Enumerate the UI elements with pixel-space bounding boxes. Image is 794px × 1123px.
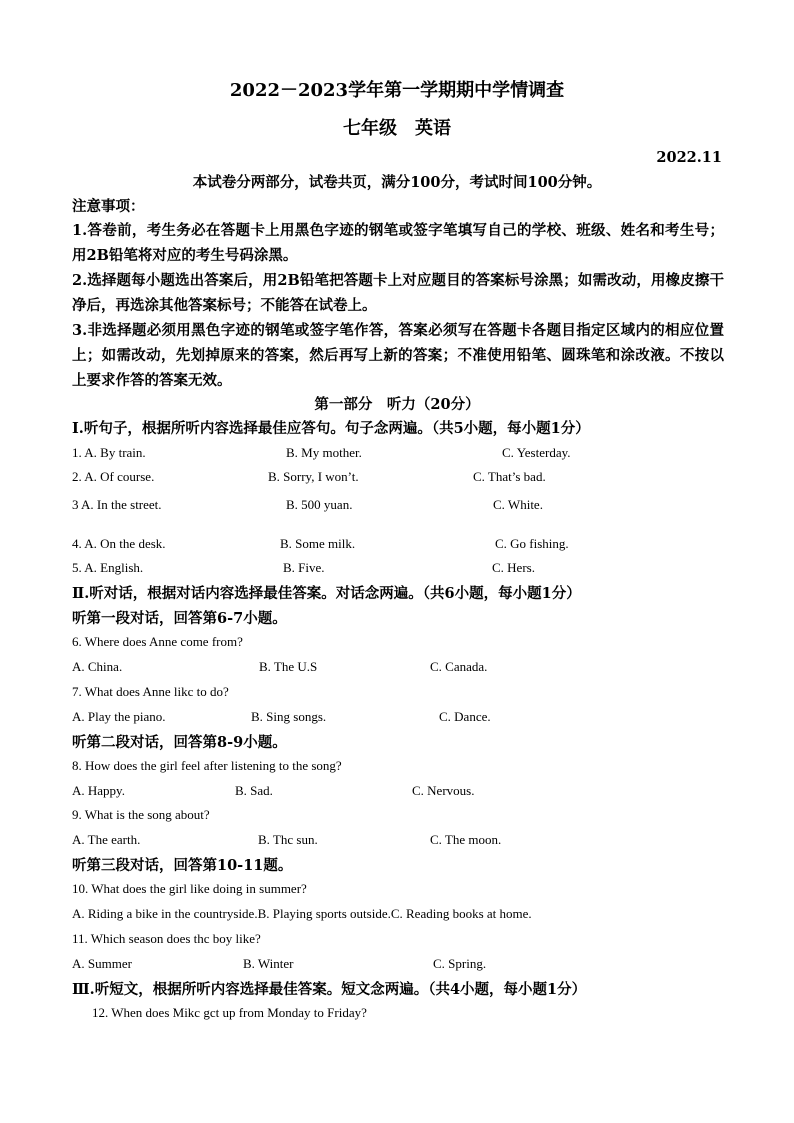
q5-option-b: B. Five. bbox=[283, 560, 325, 575]
exam-date: 2022.11 bbox=[656, 149, 722, 166]
q9-option-b: B. Thc sun. bbox=[258, 832, 318, 847]
notice-item-1: 1.答卷前，考生务必在答题卡上用黑色字迹的钢笔或签字笔填写自己的学校、班级、姓名和考生号；用2B铅笔将对应的考生号码涂黑。 bbox=[72, 222, 724, 264]
q7-option-a: A. Play the piano. bbox=[72, 709, 166, 724]
q10-text: 10. What does the girl like doing in summer? bbox=[72, 881, 307, 896]
q1-option-c: C. Yesterday. bbox=[502, 445, 571, 460]
q11-option-c: C. Spring. bbox=[433, 956, 487, 971]
notice-heading: 注意事项： bbox=[72, 198, 145, 215]
q8-option-a: A. Happy. bbox=[72, 783, 125, 798]
part1-heading: 第一部分 听力（20分） bbox=[314, 396, 480, 413]
q1-option-b: B. My mother. bbox=[286, 445, 362, 460]
q4-option-c: C. Go fishing. bbox=[495, 536, 569, 551]
q7-option-b: B. Sing songs. bbox=[251, 709, 327, 724]
q8-option-b: B. Sad. bbox=[235, 783, 273, 798]
q2-option-c: C. That’s bad. bbox=[473, 469, 546, 484]
exam-subtitle: 七年级 英语 bbox=[343, 118, 451, 139]
dialog3-heading: 听第三段对话，回答第10-11题。 bbox=[72, 857, 293, 874]
q9-option-c: C. The moon. bbox=[430, 832, 502, 847]
q11-text: 11. Which season does thc boy like? bbox=[72, 931, 261, 946]
q6-option-a: A. China. bbox=[72, 659, 123, 674]
q3-option-b: B. 500 yuan. bbox=[286, 497, 353, 512]
q4-option-b: B. Some milk. bbox=[280, 536, 356, 551]
q6-option-b: B. The U.S bbox=[259, 659, 318, 674]
section2-heading: Ⅱ.听对话，根据对话内容选择最佳答案。对话念两遍。（共6小题，每小题1分） bbox=[72, 585, 581, 602]
q6-text: 6. Where does Anne come from? bbox=[72, 634, 243, 649]
section3-heading: Ⅲ.听短文，根据所听内容选择最佳答案。短文念两遍。（共4小题，每小题1分） bbox=[72, 981, 587, 998]
q8-text: 8. How does the girl feel after listening to the song? bbox=[72, 758, 342, 773]
q10-options: A. Riding a bike in the countryside.B. Playing sports outside.C. Reading books at home. bbox=[72, 906, 532, 921]
q7-option-c: C. Dance. bbox=[439, 709, 491, 724]
q11-option-b: B. Winter bbox=[243, 956, 294, 971]
notice-item-2: 2.选择题每小题选出答案后，用2B铅笔把答题卡上对应题目的答案标号涂黑；如需改动，用橡皮擦干净后，再选涂其他答案标号；不能答在试卷上。 bbox=[72, 272, 724, 314]
notice-item-3: 3.非选择题必须用黑色字迹的钢笔或签字笔作答，答案必须写在答题卡各题目指定区域内的相应位置上；如需改动，先划掉原来的答案，然后再写上新的答案；不准使用铅笔、圆珠笔和涂改液。不按以上要求作答的答案无效。 bbox=[72, 322, 724, 389]
dialog1-heading: 听第一段对话，回答第6-7小题。 bbox=[72, 610, 287, 627]
exam-title: 2022－2023学年第一学期期中学情调查 bbox=[229, 80, 565, 101]
q3-option-c: C. White. bbox=[493, 497, 543, 512]
q8-option-c: C. Nervous. bbox=[412, 783, 475, 798]
q9-text: 9. What is the song about? bbox=[72, 807, 210, 822]
dialog2-heading: 听第二段对话，回答第8-9小题。 bbox=[72, 734, 287, 751]
q7-text: 7. What does Anne likc to do? bbox=[72, 684, 229, 699]
q2-option-a: 2. A. Of course. bbox=[72, 469, 155, 484]
q5-option-c: C. Hers. bbox=[492, 560, 535, 575]
q6-option-c: C. Canada. bbox=[430, 659, 488, 674]
exam-info: 本试卷分两部分，试卷共页，满分100分，考试时间100分钟。 bbox=[192, 174, 602, 191]
q5-option-a: 5. A. English. bbox=[72, 560, 144, 575]
q2-option-b: B. Sorry, I won’t. bbox=[268, 469, 359, 484]
section1-heading: Ⅰ.听句子，根据所听内容选择最佳应答句。句子念两遍。（共5小题，每小题1分） bbox=[72, 420, 590, 437]
q4-option-a: 4. A. On the desk. bbox=[72, 536, 166, 551]
q9-option-a: A. The earth. bbox=[72, 832, 141, 847]
q3-option-a: 3 A. In the street. bbox=[72, 497, 162, 512]
q11-option-a: A. Summer bbox=[72, 956, 132, 971]
q12-text: 12. When does Mikc gct up from Monday to Friday? bbox=[92, 1005, 367, 1020]
q1-option-a: 1. A. By train. bbox=[72, 445, 146, 460]
